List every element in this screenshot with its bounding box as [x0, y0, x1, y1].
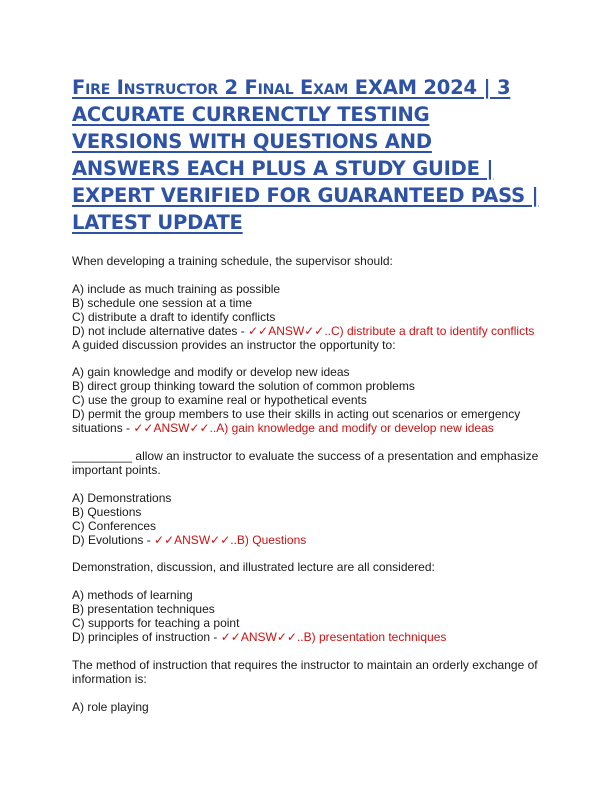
option-a: A) methods of learning	[72, 588, 193, 603]
document-title	[72, 74, 542, 236]
options-list	[72, 366, 546, 436]
answer-text: ✓✓ANSW✓✓..B) Questions	[154, 532, 307, 547]
title-part-4: EXAM 2024 | 3 ACCURATE CURRENCTLY TESTING VERSIONS WITH QUESTIONS AND ANSWERS EACH PLUS A STUDY GUIDE | EXPERT VERIFIED FOR GUARANTEED PASS | LATEST UPDATE	[72, 76, 539, 234]
option-d-text: D) permit the group members to use their skills in acting out scenarios or emergency situations -	[72, 407, 521, 436]
question-stem: A guided discussion provides an instructor the opportunity to:	[72, 337, 396, 352]
question-stem: When developing a training schedule, the supervisor should:	[72, 254, 393, 268]
options-list	[72, 701, 546, 715]
answer-text: ✓✓ANSW✓✓..B) presentation techniques	[220, 630, 447, 645]
option-d-text: D) Evolutions -	[72, 532, 155, 547]
question-stem-text: allow an instructor to evaluate the success of a presentation and emphasize important points.	[72, 448, 539, 477]
option-d	[72, 325, 546, 339]
answer-text: ✓✓ANSW✓✓..C) distribute a draft to identify conflicts	[248, 323, 535, 338]
option-d	[72, 534, 546, 548]
question-stem: Demonstration, discussion, and illustrated lecture are all considered:	[72, 560, 435, 575]
options-list	[72, 283, 546, 339]
question-stem: The method of instruction that requires the instructor to maintain an orderly exchange of information is:	[72, 657, 538, 686]
fill-in-blank: _________	[72, 448, 133, 463]
option-a: A) gain knowledge and modify or develop new ideas	[72, 365, 350, 380]
document-body	[72, 255, 546, 715]
option-c: C) Conferences	[72, 518, 157, 533]
option-a: A) role playing	[72, 699, 149, 714]
option-a: A) Demonstrations	[72, 490, 172, 505]
option-b: B) schedule one session at a time	[72, 295, 253, 310]
options-list	[72, 589, 546, 645]
title-part-1: Fire Instructor	[72, 76, 218, 99]
answer-text: ✓✓ANSW✓✓..A) gain knowledge and modify or develop new ideas	[133, 421, 494, 436]
question-4	[72, 561, 546, 645]
question-5	[72, 659, 546, 715]
question-3	[72, 450, 546, 547]
option-a: A) include as much training as possible	[72, 281, 281, 296]
question-2	[72, 339, 546, 436]
title-part-3: Final Exam	[244, 76, 349, 99]
option-d-text: D) not include alternative dates -	[72, 323, 249, 338]
question-stem	[72, 450, 546, 478]
option-b: B) presentation techniques	[72, 602, 215, 617]
option-c: C) supports for teaching a point	[72, 616, 240, 631]
option-b: B) Questions	[72, 504, 142, 519]
question-1	[72, 255, 546, 339]
option-c: C) use the group to examine real or hypothetical events	[72, 393, 367, 408]
option-b: B) direct group thinking toward the solution of common problems	[72, 379, 415, 394]
option-d	[72, 631, 546, 645]
title-part-2: 2	[217, 76, 245, 99]
options-list	[72, 492, 546, 548]
option-c: C) distribute a draft to identify conflicts	[72, 309, 276, 324]
option-d-text: D) principles of instruction -	[72, 630, 221, 645]
option-d	[72, 408, 546, 436]
